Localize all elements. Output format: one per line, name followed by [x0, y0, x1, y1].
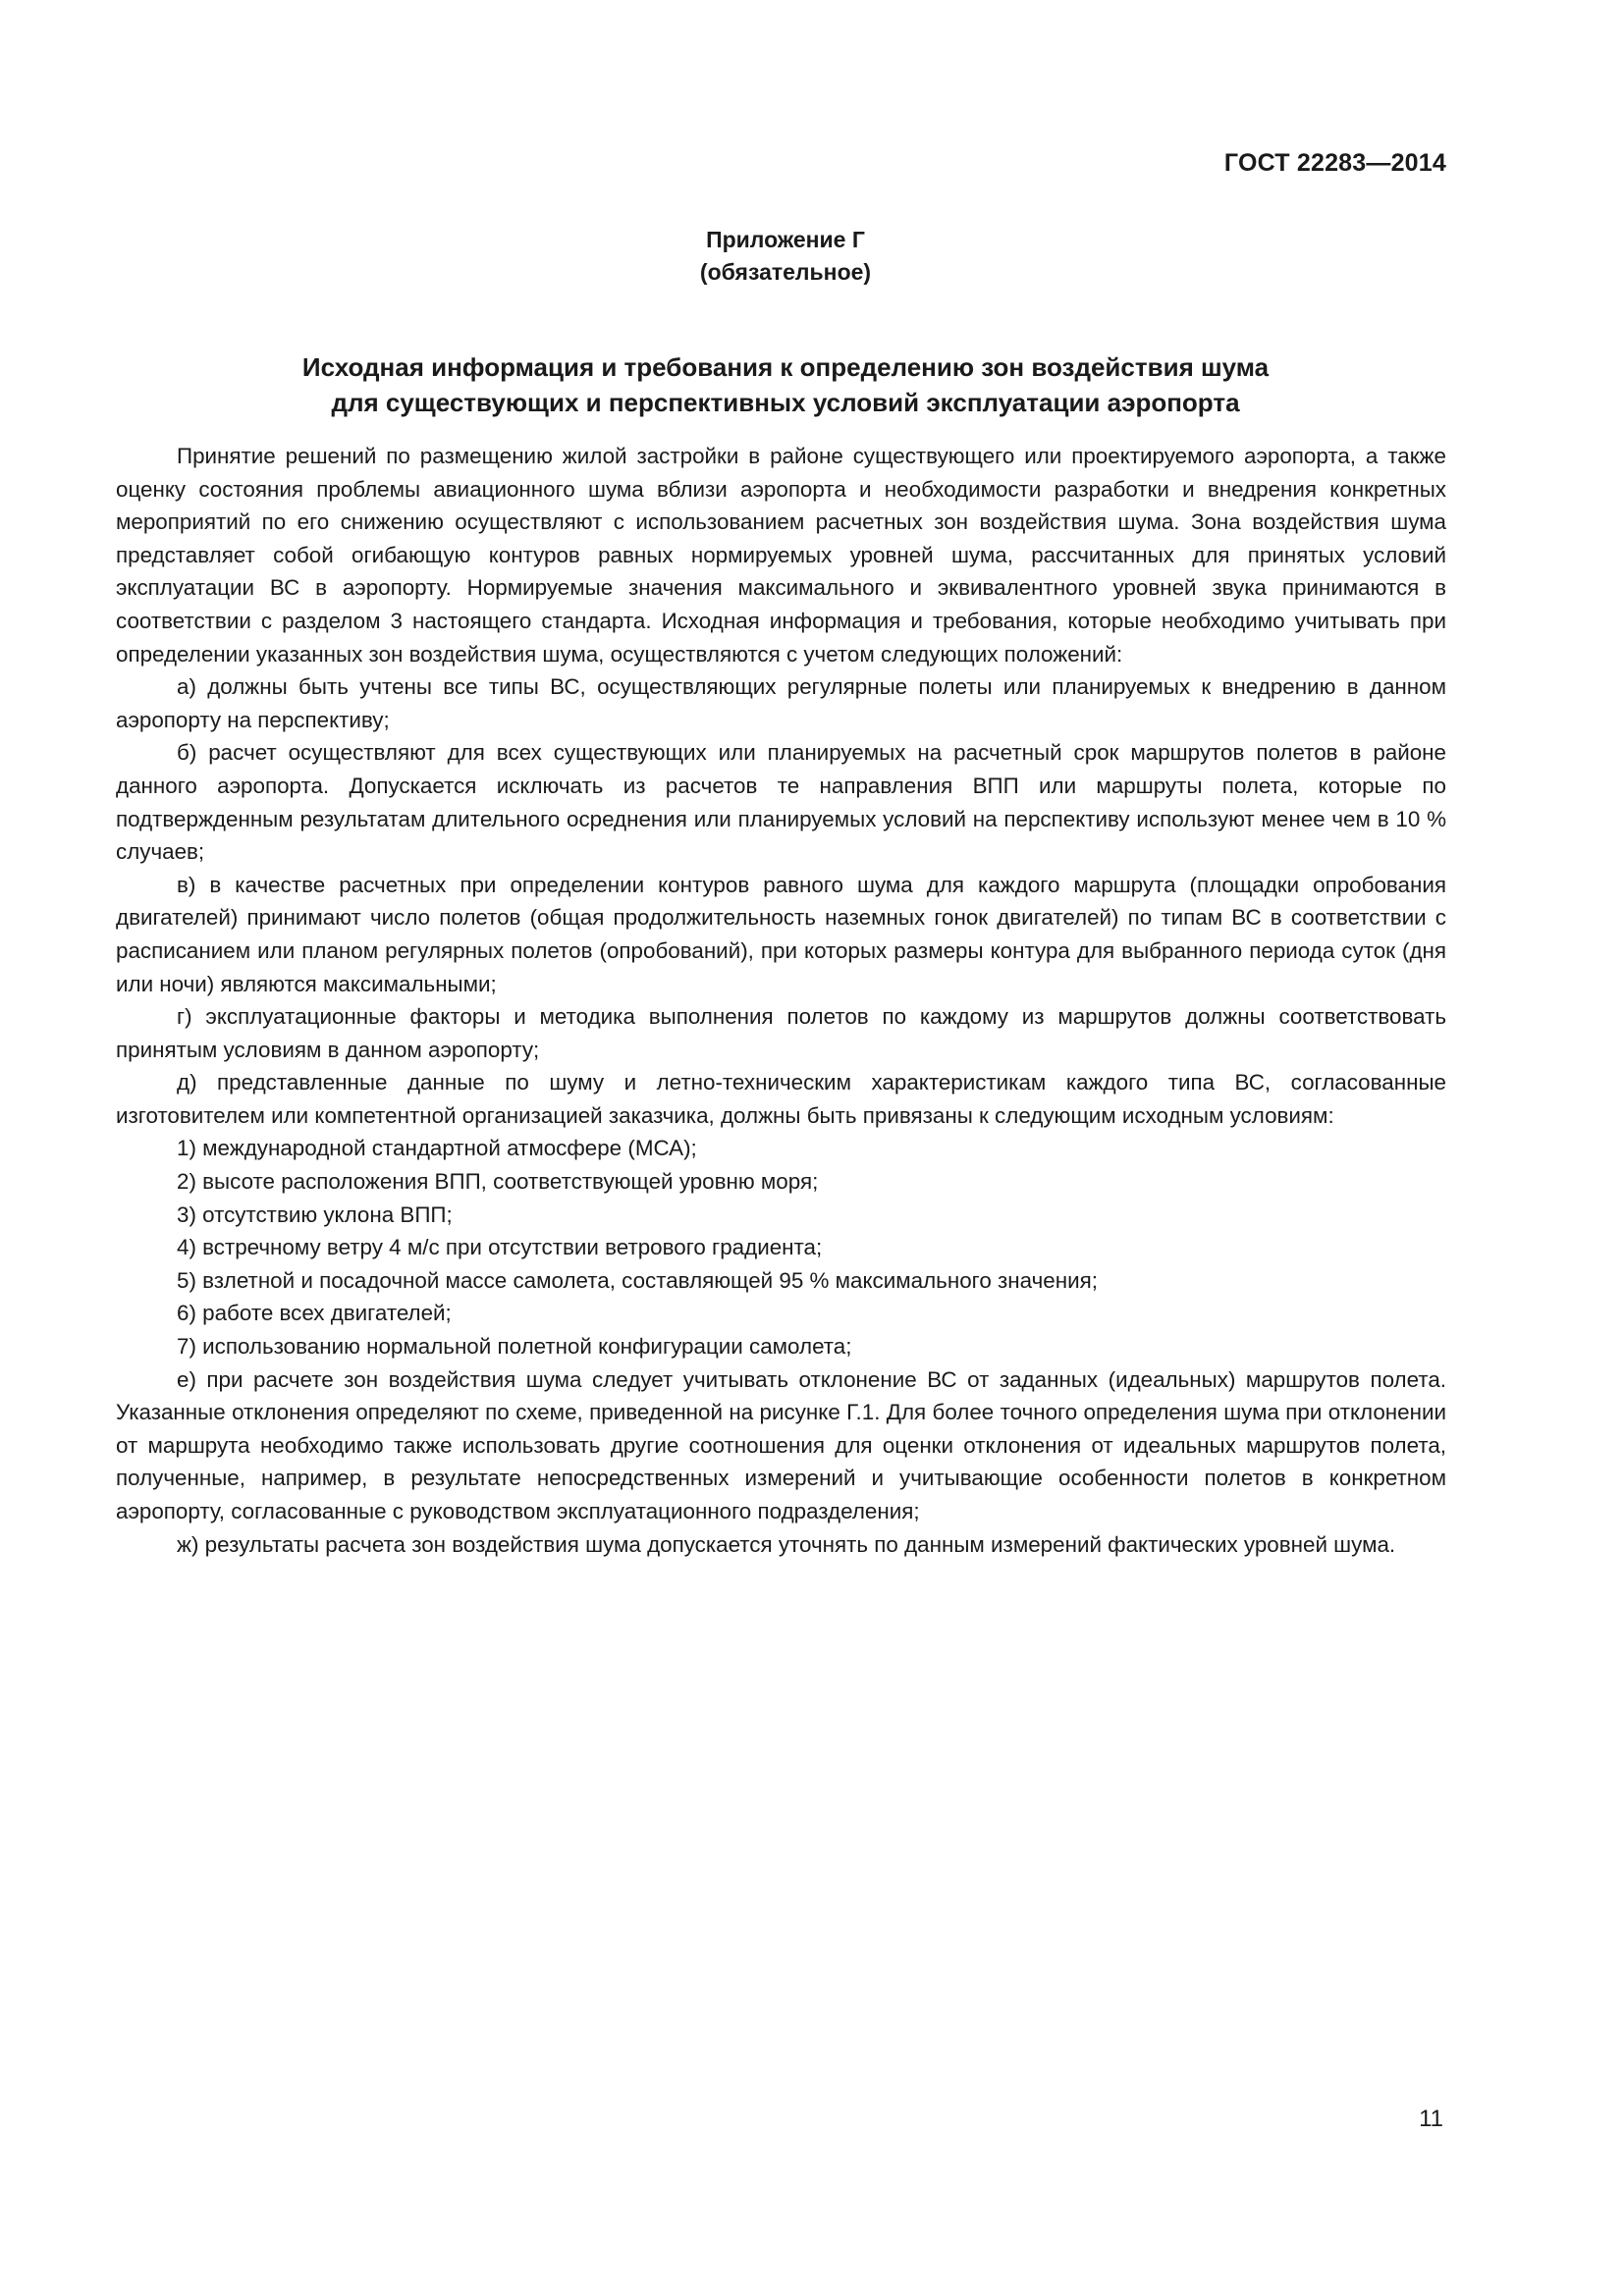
item-d: д) представленные данные по шуму и летно-техническим характеристикам каждого типа ВС, согласованные изготовителем или компетентной организацией заказчика, должны быть привязаны к следующим исходным условиям: — [116, 1070, 1446, 1128]
condition-3: 3) отсутствию уклона ВПП; — [177, 1201, 453, 1227]
item-v: в) в качестве расчетных при определении контуров равного шума для каждого маршрута (площадки опробования двигателей) принимают число полетов (общая продолжительность наземных гонок двигателей) по типам ВС в соответствии с расписанием или планом регулярных полетов (опробований), при которых размеры контура для выбранного периода суток (дня или ночи) являются максимальными; — [116, 872, 1446, 996]
appendix-heading — [0, 224, 1571, 289]
item-e: е) при расчете зон воздействия шума следует учитывать отклонение ВС от заданных (идеальных) маршрутов полета. Указанные отклонения определяют по схеме, приведенной на рисунке Г.1. Для более точного определения шума при отклонении от маршрута необходимо также использовать другие соотношения для оценки отклонения от идеальных маршрутов полета, полученные, например, в результате непосредственных измерений и учитывающие особенности полетов в конкретном аэропорту, согласованные с руководством эксплуатационного подразделения; — [116, 1366, 1446, 1523]
condition-5: 5) взлетной и посадочной массе самолета, составляющей 95 % максимального значения; — [177, 1267, 1098, 1293]
condition-4: 4) встречному ветру 4 м/с при отсутствии ветрового градиента; — [177, 1235, 823, 1260]
body-text — [116, 440, 1446, 1561]
item-g: г) эксплуатационные факторы и методика выполнения полетов по каждому из маршрутов должны соответствовать принятым условиям в данном аэропорту; — [116, 1004, 1446, 1062]
condition-2: 2) высоте расположения ВПП, соответствующей уровню моря; — [177, 1169, 819, 1195]
section-title-line-2: для существующих и перспективных условий эксплуатации аэропорта — [331, 388, 1240, 417]
page-number: 11 — [1419, 2106, 1443, 2132]
condition-6: 6) работе всех двигателей; — [177, 1301, 452, 1326]
item-a: а) должны быть учтены все типы ВС, осуществляющих регулярные полеты или планируемых к внедрению в данном аэропорту на перспективу; — [116, 674, 1446, 732]
item-zh: ж) результаты расчета зон воздействия шума допускается уточнять по данным измерений фактических уровней шума. — [177, 1531, 1396, 1557]
section-title-line-1: Исходная информация и требования к определению зон воздействия шума — [301, 352, 1270, 382]
condition-1: 1) международной стандартной атмосфере (МСА); — [177, 1136, 697, 1161]
appendix-status: (обязательное) — [699, 259, 872, 285]
intro-paragraph: Принятие решений по размещению жилой застройки в районе существующего или проектируемого аэропорта, а также оценку состояния проблемы авиационного шума вблизи аэропорта и необходимости разработки и внедрения конкретных мероприятий по его снижению осуществляют с использованием расчетных зон воздействия шума. Зона воздействия шума представляет собой огибающую контуров равных нормируемых уровней шума, рассчитанных для принятых условий эксплуатации ВС в аэропорту. Нормируемые значения максимального и эквивалентного уровней звука принимаются в соответствии с разделом 3 настоящего стандарта. Исходная информация и требования, которые необходимо учитывать при определении указанных зон воздействия шума, осуществляются с учетом следующих положений: — [116, 444, 1446, 667]
section-title — [0, 349, 1571, 420]
item-b: б) расчет осуществляют для всех существующих или планируемых на расчетный срок маршрутов полетов в районе данного аэропорта. Допускается исключать из расчетов те направления ВПП или маршруты полета, которые по подтвержденным результатам длительного осреднения или планируемых условий на перспективу используют менее чем в 10 % случаев; — [116, 740, 1446, 865]
document-code: ГОСТ 22283—2014 — [1223, 149, 1446, 177]
condition-7: 7) использованию нормальной полетной конфигурации самолета; — [177, 1334, 852, 1360]
appendix-label: Приложение Г — [706, 227, 865, 252]
